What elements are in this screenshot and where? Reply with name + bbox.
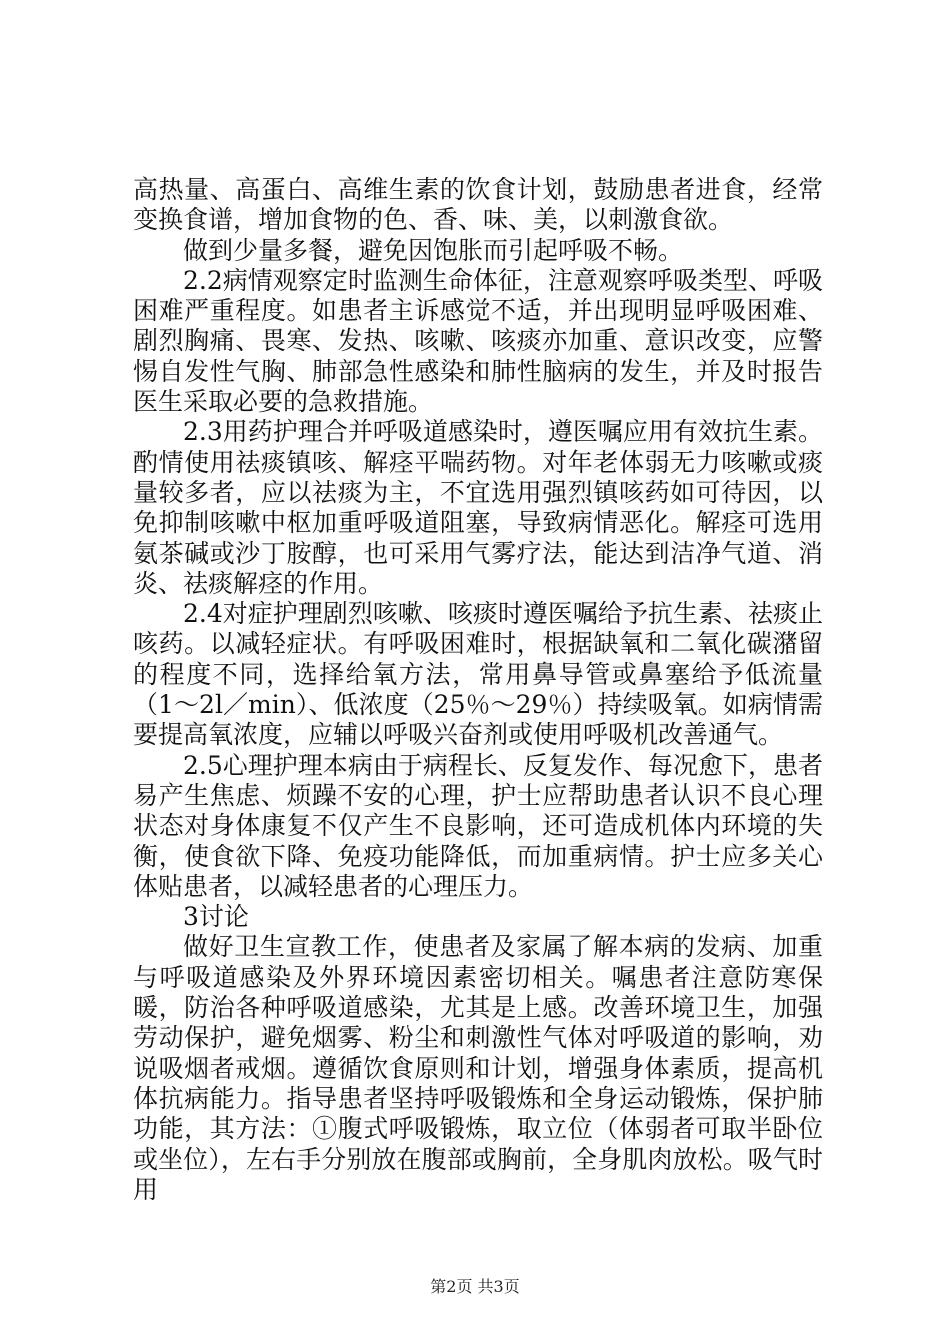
paragraph-psychological-care: 2.5心理护理本病由于病程长、反复发作、每况愈下，患者易产生焦虑、烦躁不安的心理，护士应帮助患者认识不良心理状态对身体康复不仅产生不良影响，还可造成机体内环境的失衡，使食欲下降、免疫功能降低，而加重病情。护士应多关心体贴患者，以减轻患者的心理压力。 <box>133 750 823 901</box>
page-number-footer: 第2页 共3页 <box>430 1277 520 1296</box>
document-body <box>133 175 823 1205</box>
paragraph-health-education: 做好卫生宣教工作，使患者及家属了解本病的发病、加重与呼吸道感染及外界环境因素密切相关。嘱患者注意防寒保暖，防治各种呼吸道感染，尤其是上感。改善环境卫生，加强劳动保护，避免烟雾、粉尘和刺激性气体对呼吸道的影响，劝说吸烟者戒烟。遵循饮食原则和计划，增强身体素质，提高机体抗病能力。指导患者坚持呼吸锻炼和全身运动锻炼，保护肺功能，其方法：①腹式呼吸锻炼，取立位（体弱者可取半卧位或坐位），左右手分别放在腹部或胸前，全身肌肉放松。吸气时用 <box>133 932 823 1204</box>
paragraph-condition-observation: 2.2病情观察定时监测生命体征，注意观察呼吸类型、呼吸困难严重程度。如患者主诉感觉不适，并出现明显呼吸困难、剧烈胸痛、畏寒、发热、咳嗽、咳痰亦加重、意识改变，应警惕自发性气胸、肺部急性感染和肺性脑病的发生，并及时报告医生采取必要的急救措施。 <box>133 265 823 417</box>
section-heading-discussion: 3讨论 <box>183 902 249 932</box>
paragraph-medication-care: 2.3用药护理合并呼吸道感染时，遵医嘱应用有效抗生素。酌情使用祛痰镇咳、解痉平喘药物。对年老体弱无力咳嗽或痰量较多者，应以祛痰为主，不宜选用强烈镇咳药如可待因，以免抑制咳嗽中枢加重呼吸道阻塞，导致病情恶化。解痉可选用氨茶碱或沙丁胺醇，也可采用气雾疗法，能达到洁净气道、消炎、祛痰解痉的作用。 <box>133 417 823 598</box>
paragraph-diet-plan: 高热量、高蛋白、高维生素的饮食计划，鼓励患者进食，经常变换食谱，增加食物的色、香、味、美，以刺激食欲。 <box>133 175 823 235</box>
paragraph-small-meals: 做到少量多餐，避免因饱胀而引起呼吸不畅。 <box>183 235 684 265</box>
paragraph-symptomatic-care: 2.4对症护理剧烈咳嗽、咳痰时遵医嘱给予抗生素、祛痰止咳药。以减轻症状。有呼吸困难时，根据缺氧和二氧化碳潴留的程度不同，选择给氧方法，常用鼻导管或鼻塞给予低流量（1～2l／min）、低浓度（25％～29％）持续吸氧。如病情需要提高氧浓度，应辅以呼吸兴奋剂或使用呼吸机改善通气。 <box>133 599 823 750</box>
